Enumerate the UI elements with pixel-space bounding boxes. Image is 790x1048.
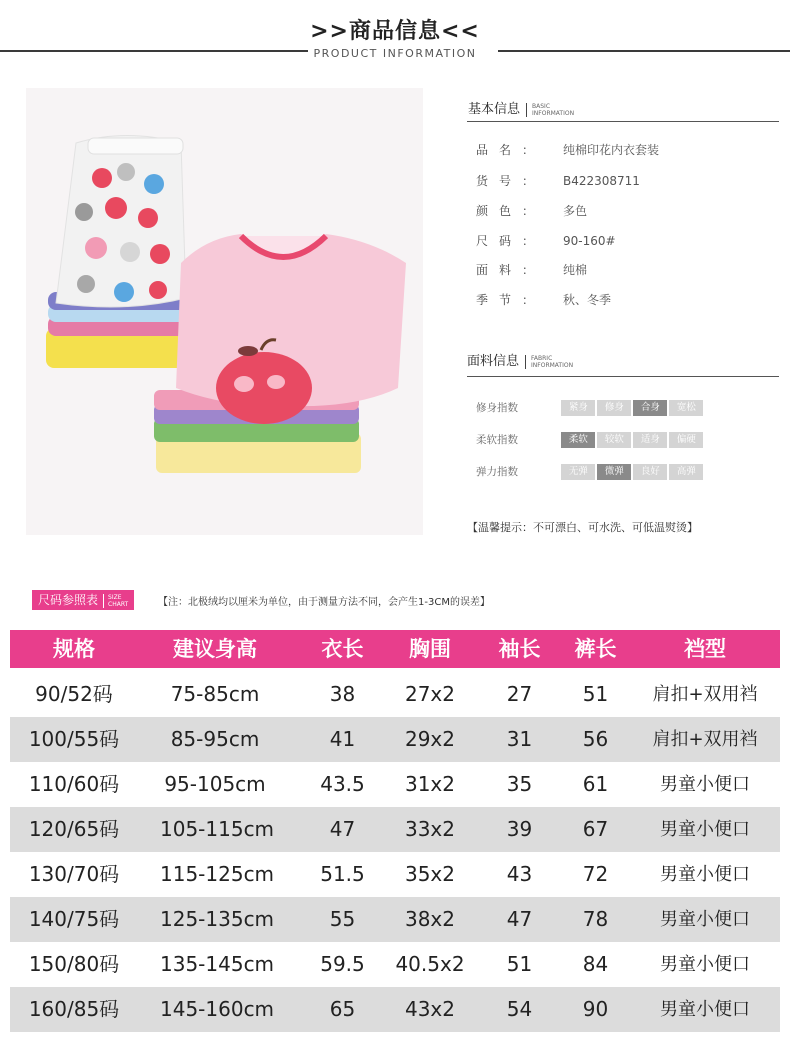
elasticity-index-row [476, 464, 705, 480]
basic-info-heading: 基本信息 BASIC INFORMATION [468, 102, 575, 117]
cell-pants-length: 72 [582, 862, 609, 886]
size-chart-badge: 尺码参照表 SIZE CHART [32, 590, 134, 610]
fit-option: 宽松 [669, 400, 703, 416]
cell-chest: 43x2 [404, 997, 455, 1021]
cell-crotch-type: 男童小便口 [660, 909, 750, 930]
cell-top-length: 51.5 [320, 862, 365, 886]
cell-pants-length: 61 [582, 772, 609, 796]
size-table-header [10, 630, 780, 668]
cell-sleeve: 31 [506, 727, 533, 751]
softness-index-row [476, 432, 705, 448]
cell-chest: 40.5x2 [395, 952, 465, 976]
cell-crotch-type: 男童小便口 [660, 819, 750, 840]
cell-top-length: 47 [329, 817, 356, 841]
fit-option: 修身 [597, 400, 631, 416]
col-header-crotch: 裆型 [684, 637, 726, 661]
cell-height: 75-85cm [170, 682, 260, 706]
cell-height: 145-160cm [160, 997, 275, 1021]
softness-option: 偏硬 [669, 432, 703, 448]
cell-pants-length: 78 [582, 907, 609, 931]
cell-top-length: 41 [329, 727, 356, 751]
cell-crotch-type: 男童小便口 [660, 774, 750, 795]
cell-pants-length: 51 [582, 682, 609, 706]
page-subtitle: PRODUCT INFORMATION [0, 47, 790, 60]
cell-pants-length: 56 [582, 727, 609, 751]
cell-size: 110/60码 [28, 772, 120, 796]
cell-size: 150/80码 [28, 952, 120, 976]
col-header-height: 建议身高 [173, 637, 257, 661]
table-row [10, 987, 780, 1032]
cell-size: 120/65码 [28, 817, 120, 841]
cell-size: 140/75码 [28, 907, 120, 931]
elasticity-index-label: 弹力指数 [476, 466, 518, 478]
cell-sleeve: 27 [506, 682, 533, 706]
cell-top-length: 38 [329, 682, 356, 706]
care-tip: 【温馨提示：不可漂白、可水洗、可低温熨烫】 [467, 521, 698, 534]
cell-chest: 29x2 [404, 727, 455, 751]
fit-option-selected: 合身 [633, 400, 667, 416]
cell-sleeve: 51 [506, 952, 533, 976]
size-chart-note: 【注：北极绒均以厘米为单位，由于测量方法不同，会产生1-3CM的误差】 [158, 597, 490, 608]
col-header-top-length: 衣长 [321, 637, 364, 661]
cell-pants-length: 67 [582, 817, 609, 841]
cell-size: 130/70码 [28, 862, 120, 886]
cell-chest: 33x2 [404, 817, 455, 841]
cell-chest: 27x2 [404, 682, 455, 706]
fit-index-row [476, 400, 705, 416]
cell-chest: 31x2 [404, 772, 455, 796]
fabric-info-divider [467, 376, 779, 377]
fabric-info-heading: 面料信息 FABRIC INFORMATION [467, 354, 574, 369]
cell-size: 100/55码 [28, 727, 120, 751]
cell-top-length: 55 [329, 907, 356, 931]
cell-crotch-type: 男童小便口 [660, 864, 750, 885]
softness-option: 适身 [633, 432, 667, 448]
cell-sleeve: 35 [506, 772, 533, 796]
info-row-name: 品名： 纯棉印花内衣套装 [476, 143, 660, 157]
cell-sleeve: 54 [506, 997, 533, 1021]
col-header-pants-length: 裤长 [574, 637, 617, 661]
elasticity-option: 良好 [633, 464, 667, 480]
table-row [10, 807, 780, 852]
col-header-chest: 胸围 [409, 637, 451, 661]
cell-height: 135-145cm [160, 952, 275, 976]
elasticity-option-selected: 微弹 [597, 464, 631, 480]
info-row-color: 颜色： 多色 [476, 204, 588, 218]
cell-sleeve: 43 [506, 862, 533, 886]
cell-size: 160/85码 [28, 997, 120, 1021]
cell-size: 90/52码 [35, 682, 113, 706]
cell-pants-length: 90 [582, 997, 609, 1021]
cell-height: 125-135cm [160, 907, 275, 931]
softness-option: 较软 [597, 432, 631, 448]
table-row [10, 717, 780, 762]
cell-crotch-type: 男童小便口 [660, 999, 750, 1020]
info-row-sku: 货号： B422308711 [476, 174, 640, 188]
page-title: >>商品信息<< [310, 19, 480, 44]
col-header-sleeve: 袖长 [498, 637, 541, 661]
cell-height: 85-95cm [170, 727, 260, 751]
table-row [10, 672, 780, 717]
cell-sleeve: 39 [506, 817, 533, 841]
fit-index-label: 修身指数 [476, 402, 518, 414]
elasticity-option: 高弹 [669, 464, 703, 480]
product-image [26, 88, 423, 535]
softness-option-selected: 柔软 [561, 432, 595, 448]
basic-info-divider [467, 121, 779, 122]
info-row-size: 尺码： 90-160# [476, 234, 616, 248]
info-row-season: 季节： 秋、冬季 [476, 293, 612, 307]
cell-height: 115-125cm [160, 862, 275, 886]
table-row [10, 762, 780, 807]
softness-index-label: 柔软指数 [476, 434, 518, 446]
elasticity-option: 无弹 [561, 464, 595, 480]
cell-crotch-type: 肩扣+双用裆 [652, 729, 758, 750]
fit-option: 紧身 [561, 400, 595, 416]
cell-sleeve: 47 [506, 907, 533, 931]
cell-chest: 35x2 [404, 862, 455, 886]
cell-top-length: 43.5 [320, 772, 365, 796]
cell-chest: 38x2 [404, 907, 455, 931]
table-row [10, 942, 780, 987]
cell-top-length: 59.5 [320, 952, 365, 976]
cell-top-length: 65 [329, 997, 356, 1021]
cell-pants-length: 84 [582, 952, 609, 976]
col-header-size: 规格 [53, 637, 95, 661]
cell-height: 95-105cm [164, 772, 266, 796]
cell-crotch-type: 男童小便口 [660, 954, 750, 975]
cell-height: 105-115cm [160, 817, 275, 841]
cell-crotch-type: 肩扣+双用裆 [652, 684, 758, 705]
table-row [10, 897, 780, 942]
table-row [10, 852, 780, 897]
info-row-fabric: 面料： 纯棉 [476, 263, 588, 277]
